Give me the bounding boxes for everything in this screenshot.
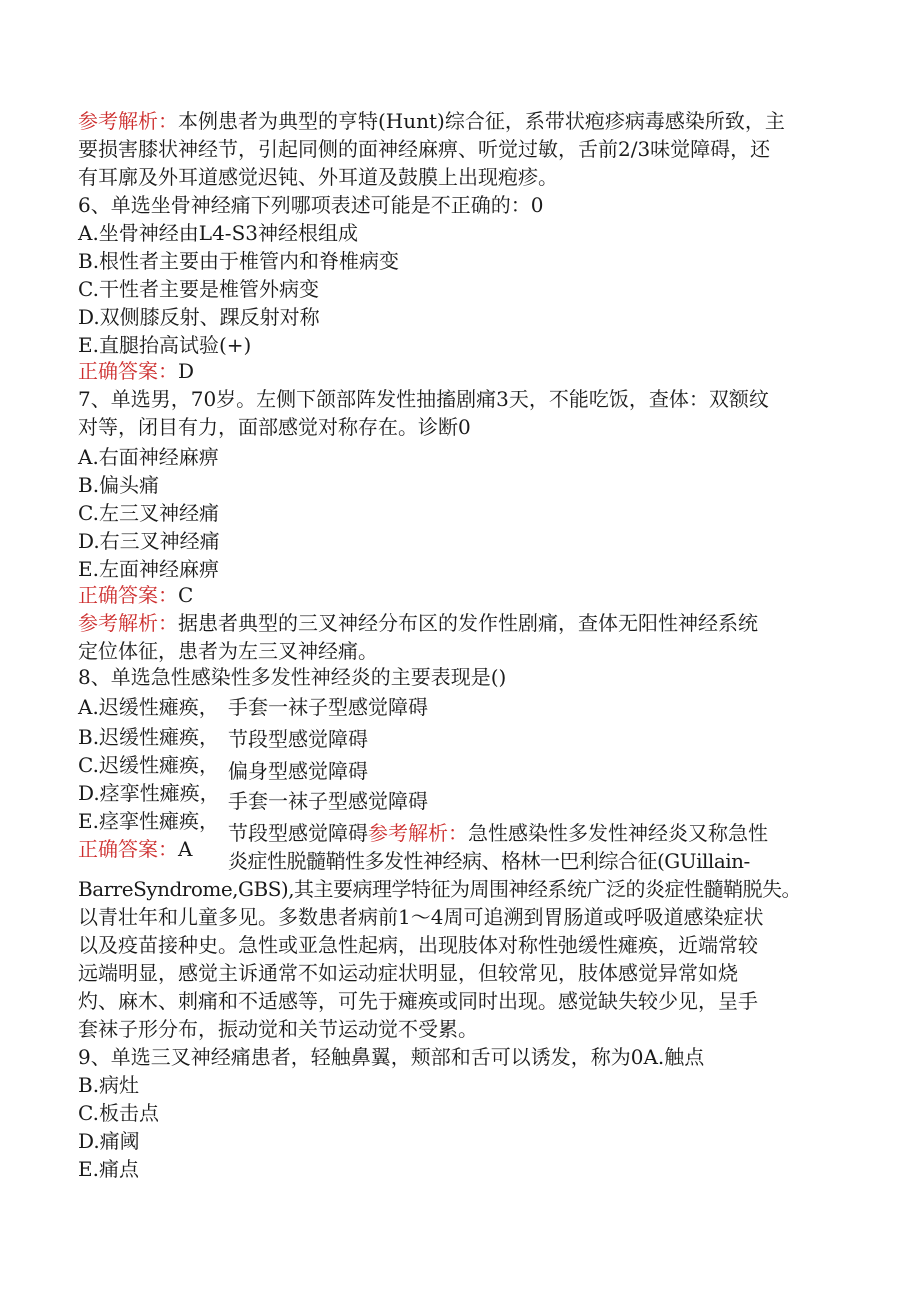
q5-analysis-line-1: 参考解析：本例患者为典型的亨特(Hunt)综合征，系带状疱疹病毒感染所致，主	[78, 109, 785, 133]
q6-option-e: E.直腿抬高试验(+)	[78, 333, 252, 357]
q7-option-c: C.左三叉神经痛	[78, 501, 219, 525]
q8-option-e-text-with-analysis: 节段型感觉障碍参考解析：急性感染性多发性神经炎又称急性	[228, 821, 768, 845]
q8-option-b-text: 节段型感觉障碍	[228, 727, 368, 751]
q7-option-e: E.左面神经麻痹	[78, 557, 219, 581]
q8-option-e-prefix: E.痉挛性瘫痪，	[78, 809, 219, 833]
q5-analysis-line-2: 要损害膝状神经节，引起同侧的面神经麻痹、听觉过敏，舌前2/3味觉障碍，还	[78, 137, 771, 161]
q6-option-b: B.根性者主要由于椎管内和脊椎病变	[78, 249, 400, 273]
q7-answer: 正确答案：C	[78, 583, 194, 607]
q8-option-c-text: 偏身型感觉障碍	[228, 759, 368, 783]
analysis-label: 参考解析：	[368, 821, 468, 845]
answer-label: 正确答案：	[78, 837, 178, 861]
q8-analysis-line-3: BarreSyndrome,GBS),其主要病理学特征为周围神经系统广泛的炎症性髓鞘脱失。	[78, 877, 802, 901]
q9-stem: 9、单选三叉神经痛患者，轻触鼻翼，颊部和舌可以诱发，称为0A.触点	[78, 1045, 705, 1069]
q7-option-d: D.右三叉神经痛	[78, 529, 220, 553]
q6-option-c: C.干性者主要是椎管外病变	[78, 277, 319, 301]
q6-stem: 6、单选坐骨神经痛下列哪项表述可能是不正确的：0	[78, 193, 544, 217]
analysis-label: 参考解析：	[78, 611, 178, 635]
q6-option-d: D.双侧膝反射、踝反射对称	[78, 305, 320, 329]
q8-analysis-line-7: 灼、麻木、刺痛和不适感等，可先于瘫痪或同时出现。感觉缺失较少见，呈手	[78, 989, 758, 1013]
analysis-label: 参考解析：	[78, 109, 178, 133]
q8-analysis-line-5: 以及疫苗接种史。急性或亚急性起病，出现肢体对称性弛缓性瘫痪，近端常较	[78, 933, 758, 957]
q6-option-a: A.坐骨神经由L4-S3神经根组成	[78, 221, 358, 245]
q8-analysis-line-8: 套袜子形分布，振动觉和关节运动觉不受累。	[78, 1017, 478, 1041]
q8-analysis-line-4: 以青壮年和儿童多见。多数患者病前1～4周可追溯到胃肠道或呼吸道感染症状	[78, 905, 764, 929]
q8-option-d-text: 手套一袜子型感觉障碍	[228, 789, 428, 813]
q9-option-e: E.痛点	[78, 1157, 139, 1181]
q9-option-d: D.痛阈	[78, 1129, 140, 1153]
q8-option-b-prefix: B.迟缓性瘫痪，	[78, 725, 220, 749]
q7-analysis-line-1: 参考解析：据患者典型的三叉神经分布区的发作性剧痛，查体无阳性神经系统	[78, 611, 758, 635]
q5-analysis-line-3: 有耳廓及外耳道感觉迟钝、外耳道及鼓膜上出现疱疹。	[78, 165, 558, 189]
q7-analysis-line-2: 定位体征，患者为左三叉神经痛。	[78, 639, 378, 663]
q8-analysis-line-6: 远端明显，感觉主诉通常不如运动症状明显，但较常见，肢体感觉异常如烧	[78, 961, 738, 985]
q9-option-c: C.板击点	[78, 1101, 159, 1125]
q8-option-c-prefix: C.迟缓性瘫痪，	[78, 753, 219, 777]
q8-option-a-text: 手套一袜子型感觉障碍	[228, 695, 428, 719]
q8-option-a-prefix: A.迟缓性瘫痪，	[78, 695, 219, 719]
answer-label: 正确答案：	[78, 583, 178, 607]
q6-answer: 正确答案：D	[78, 359, 195, 383]
q8-stem: 8、单选急性感染性多发性神经炎的主要表现是()	[78, 665, 507, 689]
q7-option-b: B.偏头痛	[78, 473, 160, 497]
q8-analysis-line-2: 炎症性脱髓鞘性多发性神经病、格林一巴利综合征(GUillain-	[228, 849, 750, 873]
q7-stem-line-2: 对等，闭目有力，面部感觉对称存在。诊断0	[78, 415, 471, 439]
q7-option-a: A.右面神经麻痹	[78, 445, 219, 469]
q9-option-b: B.病灶	[78, 1073, 140, 1097]
answer-label: 正确答案：	[78, 359, 178, 383]
q7-stem-line-1: 7、单选男，70岁。左侧下颌部阵发性抽搐剧痛3天，不能吃饭，查体：双额纹	[78, 387, 769, 411]
q8-answer: 正确答案：A	[78, 837, 193, 861]
q8-option-d-prefix: D.痉挛性瘫痪，	[78, 781, 220, 805]
